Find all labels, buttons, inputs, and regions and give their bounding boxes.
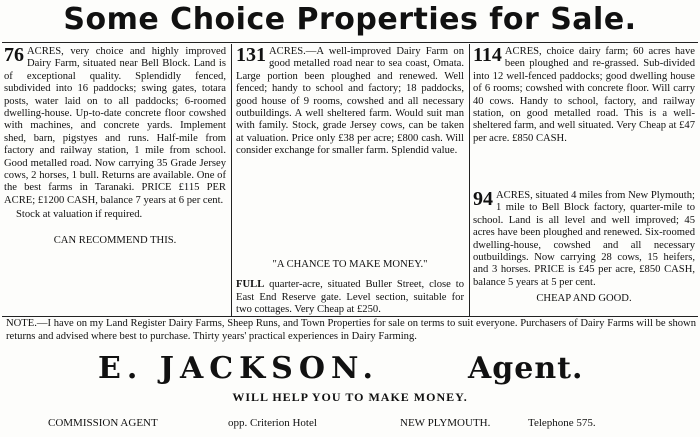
listing-number: 114 <box>473 44 502 66</box>
column-divider-left <box>231 44 232 316</box>
listing-quarter-acre <box>236 259 464 317</box>
agent-name: E. JACKSON. <box>98 351 379 386</box>
footer-telephone: Telephone 575. <box>528 417 596 429</box>
listing-lead: FULL <box>236 279 265 291</box>
footer-address: opp. Criterion Hotel <box>228 417 317 429</box>
agent-block <box>0 351 700 385</box>
agent-title: Agent. <box>468 351 584 386</box>
listing-114 <box>473 46 695 145</box>
agent-slogan: WILL HELP YOU TO MAKE MONEY. <box>232 390 468 404</box>
column-divider-right <box>469 44 470 316</box>
listing-number: 94 <box>473 188 493 210</box>
footer-town: NEW PLYMOUTH. <box>400 417 491 429</box>
listing-text: ACRES, choice dairy farm; 60 acres have been ploughed and re-grassed. Sub-divided into 12 well-fenced paddocks; good dwelling house of 6 rooms; cowshed with concrete floor. Will carry 40 cows. Handy to school, factory, and railway station, on good metalled road. This is a well-sheltered farm, and well situated. Very Cheap at £47 per acre. £850 CASH. <box>473 46 695 144</box>
listing-text: ACRES, very choice and highly improved Dairy Farm, situated near Bell Block. Land is of exceptional quality. Splendidly fenced, subdivided into 16 paddocks; swing gates, totara posts, water laid on to all paddocks; 6-roomed dwelling-house. Up-to-date concrete floor cowshed with machines, and concrete yards. Implement shed, barn, pigstyes and runs. Half-mile from factory and railway station, 1 mile from school. Good metalled road. Now carrying 35 Grade Jersey cows, 2 horses, 1 bull. Returns are available. One of the best farms in Taranaki. PRICE £115 PER ACRE; £1200 CASH, balance 7 years at 6 per cent. <box>4 46 226 206</box>
listing-heading: "A CHANCE TO MAKE MONEY." <box>272 259 428 270</box>
listing-text: ACRES, situated 4 miles from New Plymouth; 1 mile to Bell Block factory, quarter-mile to school. Land is all level and well improved; 45 acres have been ploughed and renewed. Six-roomed dwelling-house, cowshed and all necessary outbuildings. Now carrying 28 cows, 15 heifers, and 3 horses. PRICE is £45 per acre, £850 CASH, balance 5 years at 5 per cent. <box>473 190 695 288</box>
listing-number: 76 <box>4 44 24 66</box>
listing-text: quarter-acre, situated Buller Street, close to East End Reserve gate. Level section, suitable for two cottages. Very Cheap at £250. <box>236 279 464 316</box>
headline: Some Choice Properties for Sale. <box>63 2 637 37</box>
listing-text: ACRES.—A well-improved Dairy Farm on good metalled road near to sea coast, Omata. Large portion been ploughed and renewed. Well fenced; handy to school and factory; 18 paddocks, good house of 9 rooms, cowshed and all necessary outbuildings. A well sheltered farm. Would suit man with family. Stock, grade Jersey cows, can be taken at valuation. Price only £38 per acre; £800 cash. Will consider exchange for smaller farm. Splendid value. <box>236 46 464 157</box>
listing-closing: CHEAP AND GOOD. <box>536 293 632 305</box>
listing-closing: CAN RECOMMEND THIS. <box>53 234 177 246</box>
footer-role: COMMISSION AGENT <box>48 417 158 429</box>
top-rule <box>2 42 698 43</box>
listing-76 <box>4 46 226 247</box>
middle-rule <box>2 316 698 317</box>
listing-94 <box>473 190 695 306</box>
listing-number: 131 <box>236 44 266 66</box>
listing-131 <box>236 46 464 158</box>
note: NOTE.—I have on my Land Register Dairy Farms, Sheep Runs, and Town Properties for sale on terms to suit everyone. Purchasers of Dairy Farms will be shown returns and advised where best to purchase. Thirty years' practical experiences in Dairy Farming. <box>6 318 696 342</box>
listing-extra: Stock at valuation if required. <box>16 209 143 221</box>
